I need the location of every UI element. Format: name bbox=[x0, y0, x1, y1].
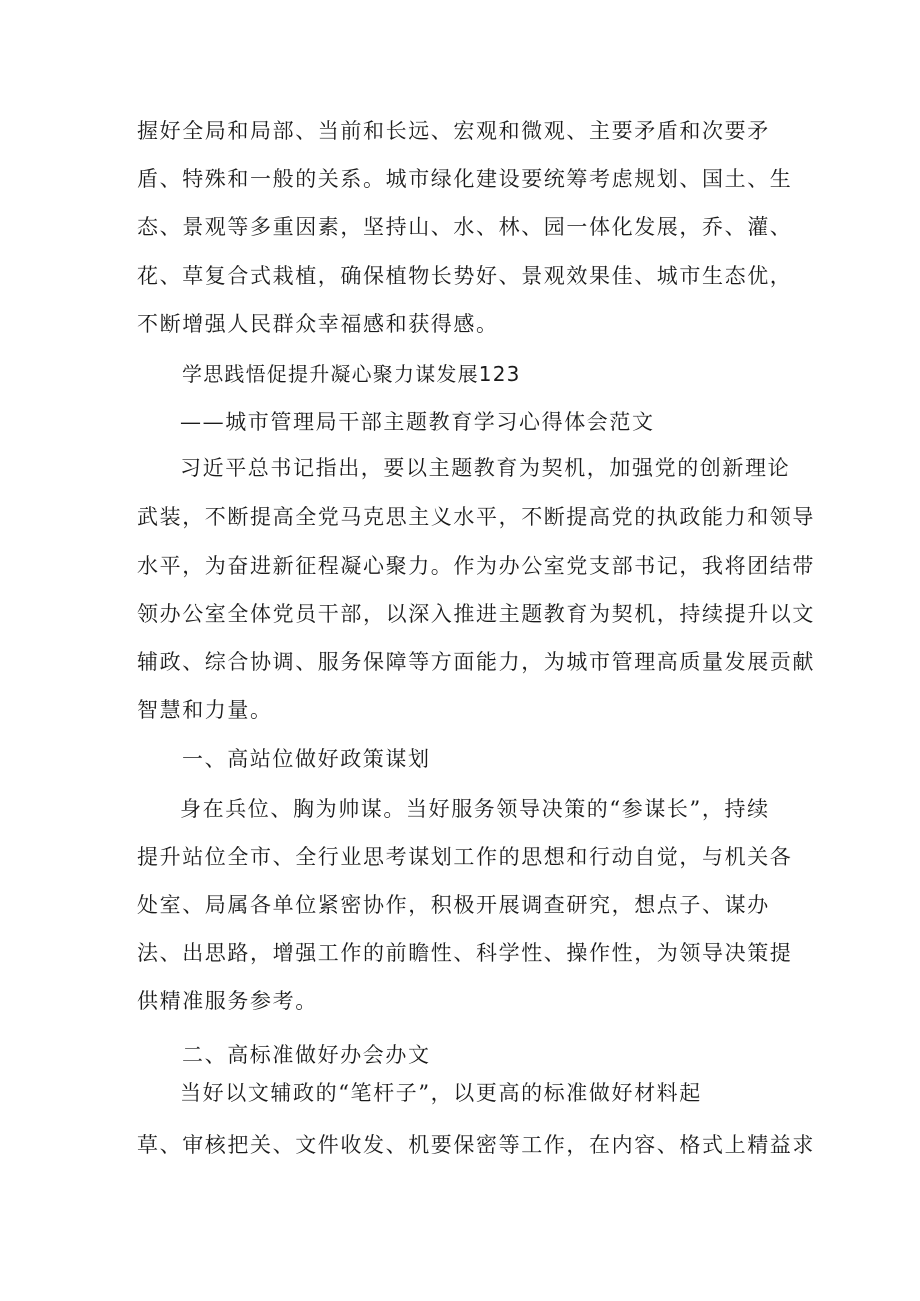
body-line: 智慧和力量。 bbox=[137, 698, 273, 722]
body-line: 态、景观等多重因素，坚持山、水、林、园一体化发展，乔、灌、 bbox=[137, 215, 793, 239]
body-line: 不断增强人民群众幸福感和获得感。 bbox=[137, 312, 499, 336]
section-heading-1: 一、高站位做好政策谋划 bbox=[182, 747, 431, 771]
body-line: 草、审核把关、文件收发、机要保密等工作，在内容、格式上精益求 bbox=[137, 1133, 815, 1157]
body-line: 花、草复合式栽植，确保植物长势好、景观效果佳、城市生态优， bbox=[137, 264, 793, 288]
body-line: 领办公室全体党员干部，以深入推进主题教育为契机，持续提升以文 bbox=[137, 602, 815, 626]
body-line: 武装，不断提高全党马克思主义水平，不断提高党的执政能力和领导 bbox=[137, 505, 815, 529]
body-line: 提升站位全市、全行业思考谋划工作的思想和行动自觉，与机关各 bbox=[137, 845, 793, 869]
body-line: 习近平总书记指出，要以主题教育为契机，加强党的创新理论 bbox=[180, 456, 791, 480]
body-line: 法、出思路，增强工作的前瞻性、科学性、操作性，为领导决策提 bbox=[137, 941, 793, 965]
body-line: 水平，为奋进新征程凝心聚力。作为办公室党支部书记，我将团结带 bbox=[137, 554, 815, 578]
article-title: 学思践悟促提升凝心聚力谋发展123 bbox=[182, 362, 521, 386]
body-line: 供精准服务参考。 bbox=[137, 989, 318, 1013]
body-line: 身在兵位、胸为帅谋。当好服务领导决策的“参谋长”，持续 bbox=[180, 797, 770, 821]
body-line: 盾、特殊和一般的关系。城市绿化建设要统筹考虑规划、国土、生 bbox=[137, 167, 793, 191]
section-heading-2: 二、高标准做好办会办文 bbox=[182, 1043, 431, 1067]
body-line: 当好以文辅政的“笔杆子”，以更高的标准做好材料起 bbox=[180, 1081, 702, 1105]
body-line: 辅政、综合协调、服务保障等方面能力，为城市管理高质量发展贡献 bbox=[137, 650, 815, 674]
body-line: 握好全局和局部、当前和长远、宏观和微观、主要矛盾和次要矛 bbox=[137, 119, 770, 143]
body-line: 处室、局属各单位紧密协作，积极开展调查研究，想点子、谋办 bbox=[137, 893, 770, 917]
article-subtitle: ——城市管理局干部主题教育学习心得体会范文 bbox=[180, 410, 655, 434]
